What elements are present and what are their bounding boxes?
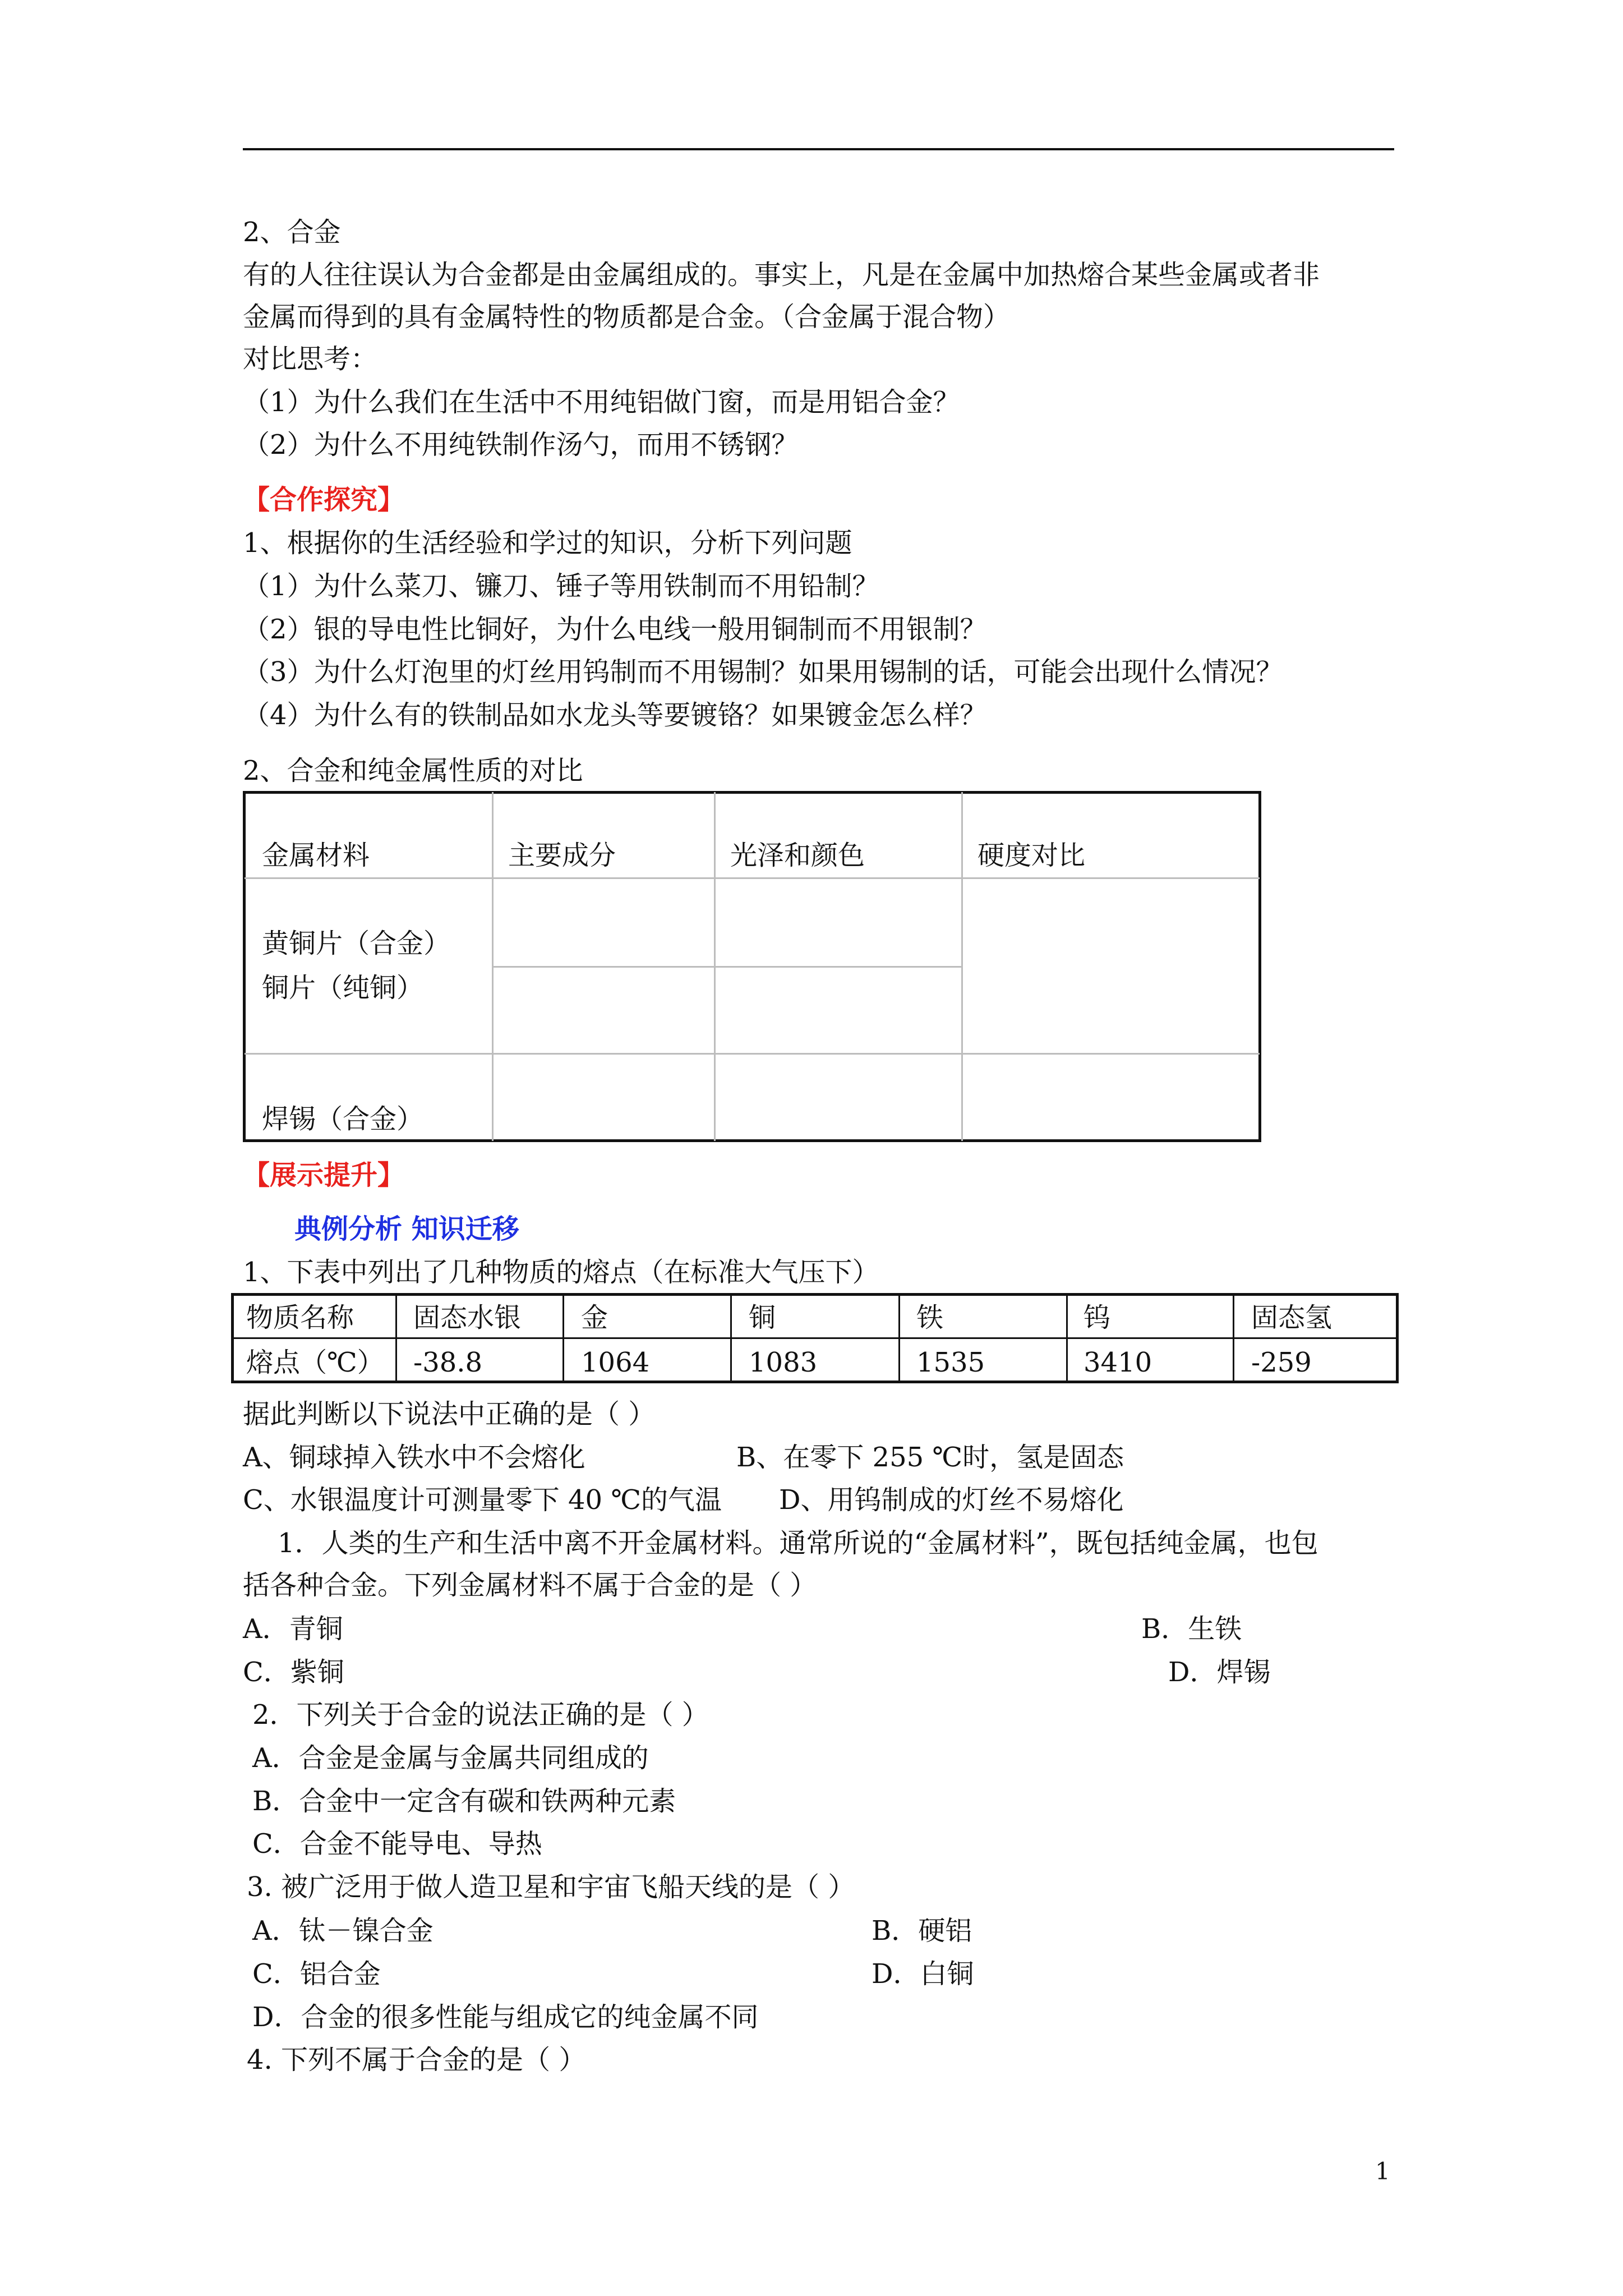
- table-divider: [1066, 1294, 1068, 1382]
- cooperation-heading: 【合作探究】: [243, 484, 405, 516]
- table1-header: 主要成分: [508, 840, 616, 871]
- option-a: A．青铜: [243, 1613, 343, 1645]
- option-d: D．白铜: [872, 1958, 974, 1990]
- table2-cell: 固态水银: [413, 1302, 522, 1333]
- table-divider: [245, 1053, 1260, 1055]
- cooperation-question: （2）银的导电性比铜好，为什么电线一般用铜制而不用银制？: [243, 614, 987, 645]
- melting-question-title: 1、下表中列出了几种物质的熔点（在标准大气压下）: [243, 1257, 879, 1288]
- question-1-line: 1．人类的生产和生活中离不开金属材料。通常所说的“金属材料”，既包括纯金属，也包: [278, 1527, 1318, 1559]
- option-b: B、在零下 255 ℃时，氢是固态: [736, 1442, 1124, 1473]
- question-1-line: 括各种合金。下列金属材料不属于合金的是（ ）: [243, 1570, 817, 1601]
- page-number: 1: [1375, 2157, 1390, 2185]
- table1-row-label: 铜片（纯铜）: [262, 972, 424, 1004]
- option-d-extra: D．合金的很多性能与组成它的纯金属不同: [252, 2001, 759, 2033]
- paragraph-line: 金属而得到的具有金属特性的物质都是合金。（合金属于混合物）: [243, 301, 1011, 333]
- table2-cell: -38.8: [413, 1347, 483, 1378]
- header-rule: [243, 148, 1394, 150]
- section-title-alloy: 2、合金: [243, 217, 341, 248]
- table2-cell: 物质名称: [246, 1302, 354, 1333]
- paragraph-line: 有的人往往误认为合金都是由金属组成的。事实上，凡是在金属中加热熔合某些金属或者非: [243, 259, 1320, 291]
- option-a: A．钛－镍合金: [252, 1915, 434, 1947]
- table-divider: [961, 792, 963, 1141]
- table1-header: 光泽和颜色: [730, 840, 865, 871]
- table2-cell: 铜: [749, 1302, 776, 1333]
- table1-header: 硬度对比: [978, 840, 1086, 871]
- table1-row-label: 黄铜片（合金）: [262, 928, 451, 959]
- cooperation-question: （1）为什么菜刀、镰刀、锤子等用铁制而不用铅制？: [243, 570, 879, 602]
- table-divider: [1233, 1294, 1234, 1382]
- option-a: A、铜球掉入铁水中不会熔化: [243, 1442, 585, 1473]
- option-b: B．合金中一定含有碳和铁两种元素: [252, 1786, 676, 1817]
- table2-cell: 1064: [581, 1347, 650, 1378]
- option-c: C、水银温度计可测量零下 40 ℃的气温: [243, 1484, 722, 1516]
- option-c: C．合金不能导电、导热: [252, 1828, 542, 1860]
- compare-title: 对比思考：: [243, 343, 378, 375]
- table2-cell: 钨: [1083, 1302, 1111, 1333]
- table2-cell: 熔点（℃）: [246, 1347, 384, 1378]
- table2-cell: 3410: [1083, 1347, 1152, 1378]
- table1-title: 2、合金和纯金属性质的对比: [243, 755, 583, 786]
- table-divider: [245, 877, 1260, 879]
- cooperation-question: （3）为什么灯泡里的灯丝用钨制而不用锡制？如果用锡制的话，可能会出现什么情况？: [243, 656, 1283, 688]
- option-c: C．铝合金: [252, 1958, 381, 1990]
- table2-cell: -259: [1251, 1347, 1312, 1378]
- cooperation-question-title: 1、根据你的生活经验和学过的知识，分析下列问题: [243, 527, 852, 559]
- option-b: B．生铁: [1141, 1613, 1242, 1645]
- table2-cell: 1083: [749, 1347, 818, 1378]
- table-divider: [562, 1294, 564, 1382]
- question-2: 2．下列关于合金的说法正确的是（ ）: [252, 1699, 709, 1731]
- table2-cell: 1535: [916, 1347, 985, 1378]
- option-d: D．焊锡: [1168, 1657, 1271, 1688]
- table-divider: [730, 1294, 732, 1382]
- table-divider: [492, 966, 961, 968]
- table-divider: [395, 1294, 397, 1382]
- option-c: C．紫铜: [243, 1657, 344, 1688]
- table2-cell: 铁: [916, 1302, 944, 1333]
- table2-cell: 金: [581, 1302, 608, 1333]
- table1-header: 金属材料: [262, 840, 370, 871]
- showcase-heading: 【展示提升】: [243, 1159, 405, 1191]
- table1-row-label: 焊锡（合金）: [262, 1103, 424, 1135]
- question-4: 4. 下列不属于合金的是（ ）: [247, 2044, 586, 2076]
- table-divider: [898, 1294, 900, 1382]
- option-b: B．硬铝: [872, 1915, 972, 1947]
- option-d: D、用钨制成的灯丝不易熔化: [779, 1484, 1124, 1516]
- compare-question: （2）为什么不用纯铁制作汤勺，而用不锈钢？: [243, 429, 799, 461]
- option-a: A．合金是金属与金属共同组成的: [252, 1742, 649, 1774]
- example-heading: 典例分析 知识迁移: [294, 1213, 519, 1245]
- cooperation-question: （4）为什么有的铁制品如水龙头等要镀铬？如果镀金怎么样？: [243, 700, 987, 731]
- question-3: 3. 被广泛用于做人造卫星和宇宙飞船天线的是（ ）: [247, 1871, 855, 1903]
- table-divider: [232, 1337, 1398, 1339]
- table2-cell: 固态氢: [1251, 1302, 1332, 1333]
- judge-question: 据此判断以下说法中正确的是（ ）: [243, 1398, 656, 1430]
- compare-question: （1）为什么我们在生活中不用纯铝做门窗，而是用铝合金？: [243, 386, 960, 418]
